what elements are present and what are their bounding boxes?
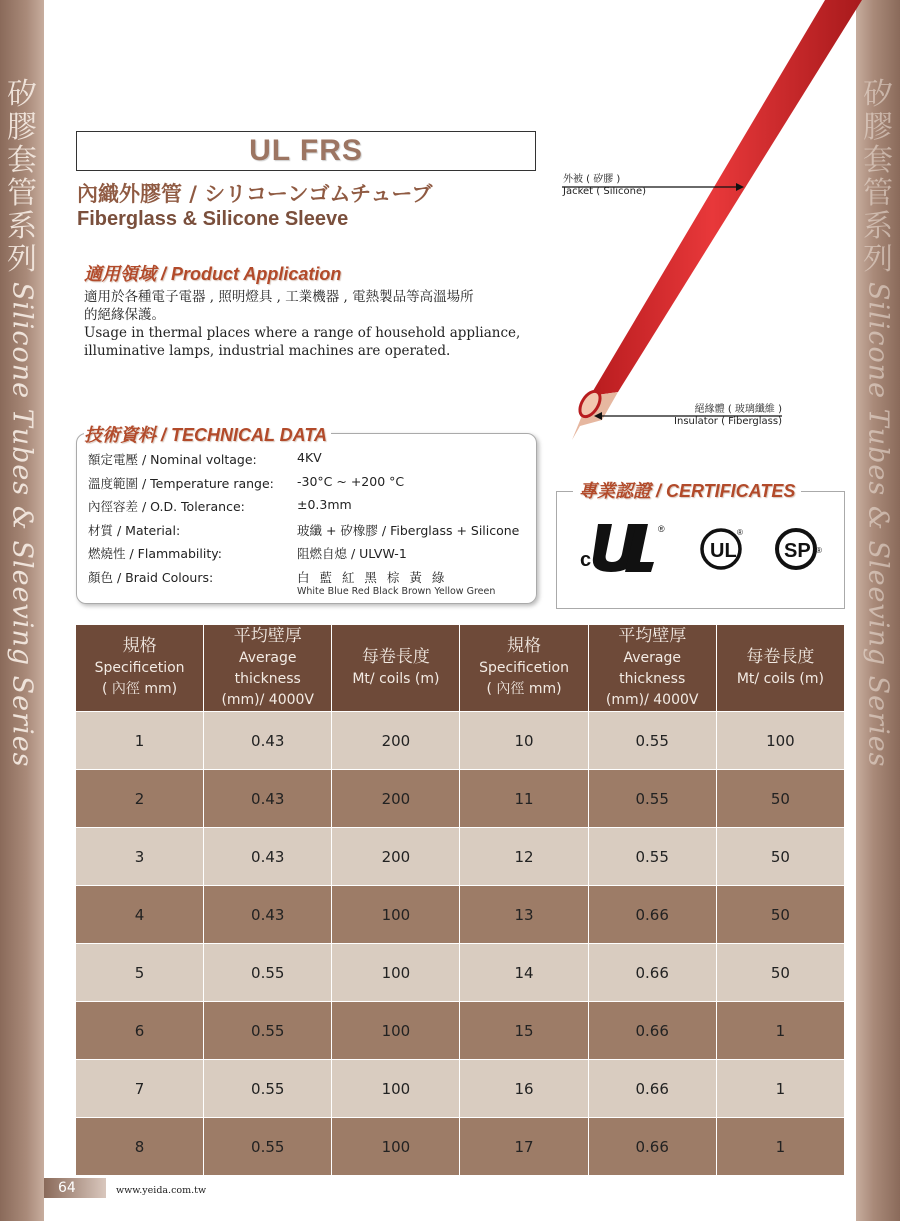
svg-text:®: ® [658, 524, 665, 534]
header-thickness [204, 625, 332, 712]
subtitle-en: Fiberglass & Silicone Sleeve [77, 208, 349, 230]
tech-label-colours: 顏色 / Braid Colours: [88, 570, 214, 585]
cell-specification: 7 [76, 1060, 204, 1118]
header-en: Specificetion [479, 660, 569, 676]
cell-thickness: 0.55 [204, 1002, 332, 1060]
cell-coil-length: 100 [332, 1060, 460, 1118]
sidebar-zh-char: 系 [7, 209, 37, 244]
cell-thickness: 0.66 [588, 1060, 716, 1118]
UL-mark-icon [700, 527, 746, 573]
table-row [76, 944, 845, 1002]
tech-label-tolerance: 內徑容差 / O.D. Tolerance: [88, 499, 245, 514]
cell-specification: 12 [460, 828, 588, 886]
certificates-heading: 專業認證 / CERTIFICATES [579, 481, 796, 501]
table-row [76, 1002, 845, 1060]
cell-thickness: 0.66 [588, 886, 716, 944]
sidebar-zh-char: 系 [863, 209, 893, 244]
sidebar-zh-char: 矽 [7, 77, 37, 112]
cell-thickness: 0.43 [204, 770, 332, 828]
application-en-line: Usage in thermal places where a range of household appliance, [84, 325, 521, 341]
cell-specification: 5 [76, 944, 204, 1002]
cell-specification: 11 [460, 770, 588, 828]
cell-coil-length: 1 [716, 1060, 844, 1118]
sidebar-zh-char: 套 [7, 143, 37, 178]
cell-thickness: 0.43 [204, 712, 332, 770]
sidebar-series-title [0, 78, 44, 768]
left-sidebar [0, 0, 44, 1221]
svg-text:UL: UL [710, 540, 737, 562]
header-en: (mm)/ 4000V [605, 691, 699, 708]
cell-specification: 3 [76, 828, 204, 886]
insulator-label-zh: 絕緣體 ( 玻璃纖維 ) [694, 404, 782, 415]
technical-heading: 技術資料 / TECHNICAL DATA [84, 421, 331, 447]
cell-thickness: 0.66 [588, 1118, 716, 1176]
sleeve-illustration [560, 0, 880, 460]
cell-coil-length: 100 [332, 886, 460, 944]
jacket-label [563, 174, 646, 198]
application-en-line: illuminative lamps, industrial machines are operated. [84, 343, 451, 359]
cell-coil-length: 100 [716, 712, 844, 770]
application-zh-line: 的絕緣保護。 [84, 307, 165, 323]
page-number: 64 [44, 1178, 106, 1198]
cell-specification: 14 [460, 944, 588, 1002]
header-en: Average [238, 649, 297, 666]
jacket-label-zh: 外被 ( 矽膠 ) [563, 174, 621, 185]
sidebar-zh-char: 列 [7, 242, 37, 277]
cell-thickness: 0.55 [588, 770, 716, 828]
svg-text:®: ® [737, 528, 743, 537]
cell-coil-length: 100 [332, 944, 460, 1002]
sidebar-zh-char: 矽 [863, 77, 893, 112]
cell-specification: 8 [76, 1118, 204, 1176]
header-en: Mt/ coils (m) [736, 670, 824, 687]
cell-specification: 4 [76, 886, 204, 944]
tech-value-material: 玻纖 + 矽橡膠 / Fiberglass + Silicone [297, 523, 520, 538]
header-en: ( 內徑 mm) [102, 681, 178, 697]
cell-specification: 1 [76, 712, 204, 770]
tech-label-temperature: 溫度範圍 / Temperature range: [88, 476, 274, 491]
header-specification [76, 625, 204, 712]
page-title: UL FRS [249, 134, 363, 167]
sidebar-en-title: Silicone Tubes & Sleeving Series [862, 282, 894, 768]
application-heading: 適用領域 / Product Application [84, 264, 342, 284]
cell-specification: 10 [460, 712, 588, 770]
cell-thickness: 0.55 [204, 1118, 332, 1176]
cell-coil-length: 50 [716, 828, 844, 886]
tech-value-flammability: 阻燃自熄 / ULVW-1 [297, 546, 407, 561]
cell-specification: 13 [460, 886, 588, 944]
page-title-box [76, 131, 536, 171]
header-en: Average [623, 649, 681, 666]
table-row [76, 712, 845, 770]
header-en: ( 內徑 mm) [486, 681, 562, 697]
sidebar-en-title: Silicone Tubes & Sleeving Series [6, 282, 38, 768]
table-row [76, 1060, 845, 1118]
sidebar-zh-char: 管 [863, 176, 893, 211]
cell-coil-length: 50 [716, 944, 844, 1002]
header-zh: 平均壁厚 [233, 625, 302, 646]
website-link[interactable]: www.yeida.com.tw [116, 1185, 207, 1196]
svg-text:c: c [580, 549, 592, 571]
header-en: thickness [234, 670, 301, 687]
sidebar-zh-char: 膠 [863, 110, 893, 145]
table-row [76, 828, 845, 886]
header-zh: 規格 [122, 636, 157, 656]
application-zh-line: 適用於各種電子電器 , 照明燈具 , 工業機器 , 電熱製品等高溫場所 [84, 289, 474, 305]
cell-specification: 15 [460, 1002, 588, 1060]
cell-thickness: 0.55 [204, 944, 332, 1002]
sidebar-zh-char: 管 [7, 176, 37, 211]
cell-coil-length: 200 [332, 712, 460, 770]
cell-coil-length: 1 [716, 1002, 844, 1060]
cell-specification: 6 [76, 1002, 204, 1060]
header-specification [460, 625, 588, 712]
header-en: Specificetion [94, 660, 185, 676]
cell-coil-length: 50 [716, 770, 844, 828]
sidebar-zh-char: 列 [863, 242, 893, 277]
cell-coil-length: 50 [716, 886, 844, 944]
tech-value-temperature: -30°C ~ +200 °C [297, 474, 405, 489]
svg-text:®: ® [816, 546, 822, 555]
subtitle-zh: 內織外膠管 / シリコーンゴムチューブ [77, 182, 433, 206]
tech-value-tolerance: ±0.3mm [297, 497, 352, 512]
cell-coil-length: 200 [332, 828, 460, 886]
tech-value-voltage: 4KV [297, 450, 322, 465]
tech-label-voltage: 額定電壓 / Nominal voltage: [88, 452, 257, 467]
cell-coil-length: 100 [332, 1118, 460, 1176]
cell-thickness: 0.66 [588, 1002, 716, 1060]
cell-thickness: 0.55 [204, 1060, 332, 1118]
insulator-label-en: Insulator ( Fiberglass) [674, 416, 782, 427]
header-zh: 規格 [507, 636, 542, 656]
cell-specification: 17 [460, 1118, 588, 1176]
table-row [76, 770, 845, 828]
application-text [84, 288, 534, 360]
header-en: Mt/ coils (m) [352, 670, 440, 687]
cell-coil-length: 200 [332, 770, 460, 828]
cell-thickness: 0.55 [588, 712, 716, 770]
tech-label-flammability: 燃燒性 / Flammability: [88, 546, 222, 561]
header-zh: 每卷長度 [361, 646, 430, 667]
CSA-mark-icon [775, 525, 825, 573]
header-coil-length [332, 625, 460, 712]
cell-thickness: 0.43 [204, 886, 332, 944]
header-en: (mm)/ 4000V [221, 691, 315, 708]
cell-specification: 16 [460, 1060, 588, 1118]
table-row [76, 1118, 845, 1176]
table-row [76, 886, 845, 944]
header-zh: 平均壁厚 [618, 625, 687, 646]
cell-specification: 2 [76, 770, 204, 828]
header-en: thickness [619, 670, 686, 687]
cell-thickness: 0.55 [588, 828, 716, 886]
cell-thickness: 0.66 [588, 944, 716, 1002]
header-thickness [588, 625, 716, 712]
cell-thickness: 0.43 [204, 828, 332, 886]
sidebar-zh-char: 套 [863, 143, 893, 178]
header-coil-length [716, 625, 844, 712]
jacket-label-en: Jacket ( Silicone) [563, 186, 647, 197]
cell-coil-length: 100 [332, 1002, 460, 1060]
insulator-label [674, 404, 782, 428]
braid-colours-en: White Blue Red Black Brown Yellow Green [297, 586, 496, 597]
svg-text:SP: SP [784, 540, 811, 562]
silicone-jacket [590, 0, 862, 396]
tech-label-material: 材質 / Material: [88, 523, 181, 538]
table-header-row [76, 625, 845, 712]
cRU-mark-icon [578, 520, 670, 574]
header-zh: 每卷長度 [746, 646, 815, 667]
cell-coil-length: 1 [716, 1118, 844, 1176]
specification-table [75, 624, 845, 1176]
sidebar-zh-char: 膠 [7, 110, 37, 145]
certificates-heading-wrap [573, 477, 801, 503]
tech-value-colours: 白 藍 紅 黑 棕 黃 綠 [297, 570, 448, 585]
